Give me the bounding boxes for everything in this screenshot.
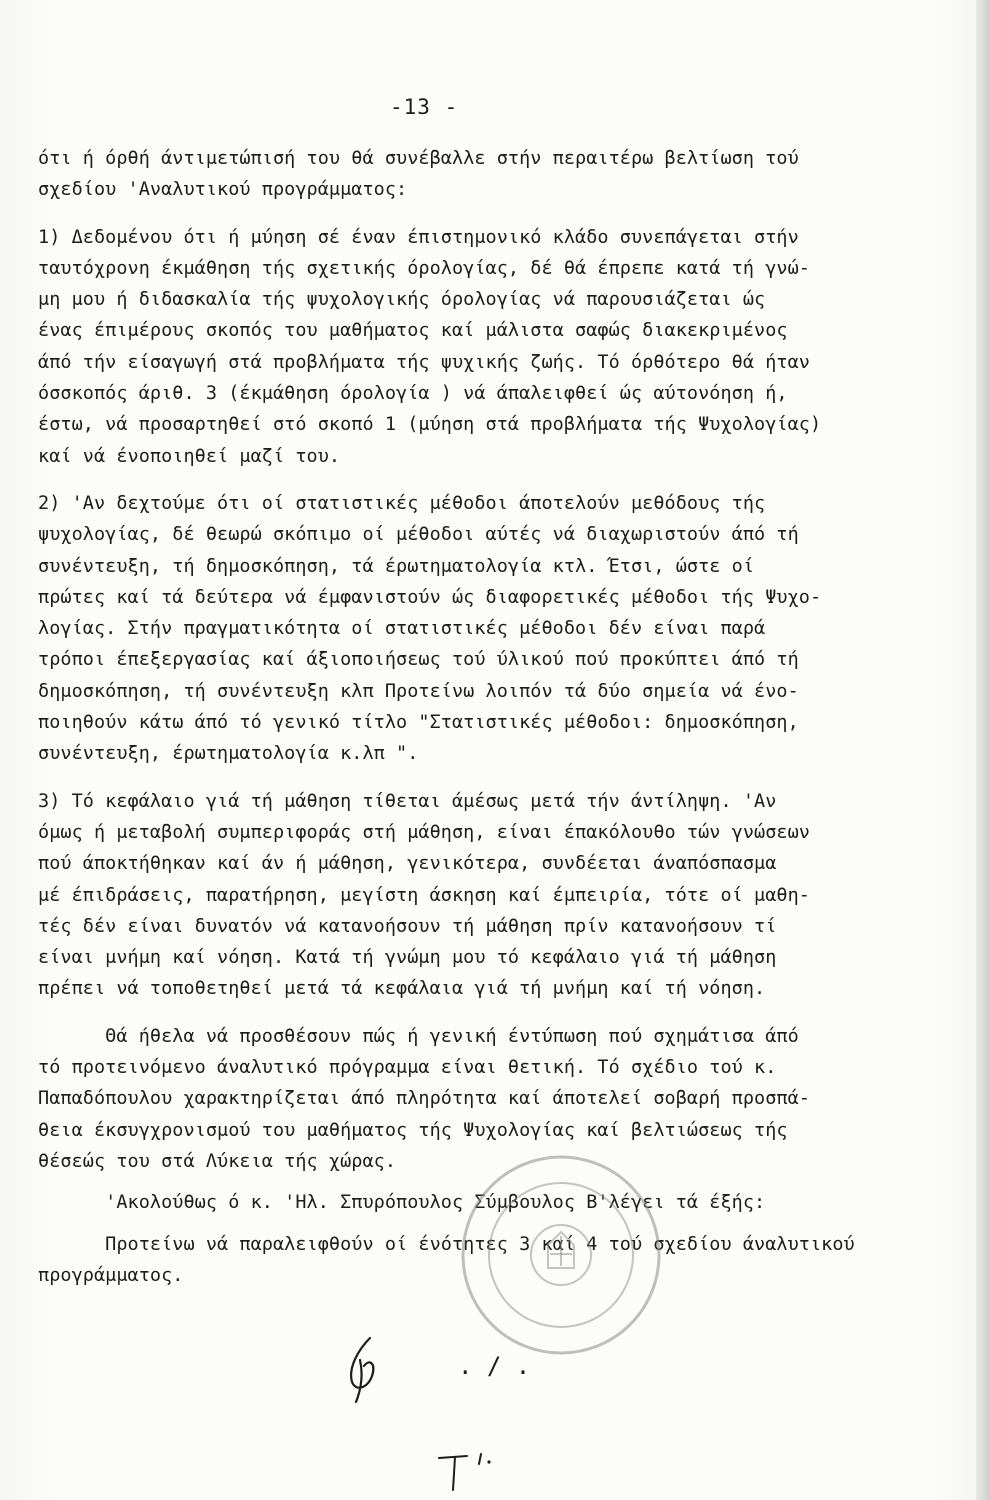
text-line: όσσκοπός άριθ. 3 (έκμάθηση όρολογία ) νά άπαλειφθεί ώς αύτονόηση ή, — [38, 383, 788, 405]
intro-paragraph — [38, 143, 958, 206]
text-line: όμως ή μεταβολή συμπεριφοράς στή μάθηση, είναι έπακόλουθο τών γνώσεων — [38, 821, 810, 843]
text-line: πού άποκτήθηκαν καί άν ή μάθηση, γενικότερα, συνδέεται άναπόσπασμα — [38, 853, 777, 875]
text-line: Παπαδόπουλου χαρακτηρίζεται άπό πληρότητα καί άποτελεί σοβαρή προσπά- — [38, 1088, 810, 1110]
text-line: 2) 'Αν δεχτούμε ότι οί στατιστικές μέθοδοι άποτελούν μεθόδους τής — [38, 492, 766, 514]
text-line: 3) Τό κεφάλαιο γιά τή μάθηση τίθεται άμέσως μετά τήν άντίληψη. 'Αν — [38, 790, 777, 812]
text-line: είναι μνήμη καί νόηση. Κατά τή γνώμη μου τό κεφάλαιο γιά τή μάθηση — [38, 947, 777, 969]
text-line: λογίας. Στήν πραγματικότητα οί στατιστικές μέθοδοι δέν είναι παρά — [38, 618, 766, 640]
page-number: -13 - — [390, 95, 459, 119]
text-line: τό προτεινόμενο άναλυτικό πρόγραμμα είναι θετική. Τό σχέδιο τού κ. — [38, 1057, 777, 1079]
text-line: ταυτόχρονη έκμάθηση τής σχετικής όρολογίας, δέ θά έπρεπε κατά τή γνώ- — [38, 257, 810, 279]
text-line: προγράμματος. — [38, 1264, 184, 1286]
text-line: ποιηθούν κάτω άπό τό γενικό τίτλο "Στατιστικές μέθοδοι: δημοσκόπηση, — [38, 712, 799, 734]
text-line: μέ έπιδράσεις, παρατήρηση, μεγίστη άσκηση καί έμπειρία, τότε οί μαθη- — [38, 884, 810, 906]
text-line: δημοσκόπηση, τή συνέντευξη κλπ Προτείνω λοιπόν τά δύο σημεία νά ένο- — [38, 680, 799, 702]
text-line: συνέντευξη, τή δημοσκόπηση, τά έρωτηματολογία κτλ. Έτσι, ώστε οί — [38, 555, 755, 577]
point-3-paragraph — [38, 786, 958, 1005]
text-line: 1) Δεδομένου ότι ή μύηση σέ έναν έπιστημονικό κλάδο συνεπάγεται στήν — [38, 226, 799, 248]
text-line: πρέπει νά τοποθετηθεί μετά τά κεφάλαια γιά τή μνήμη καί τή νόηση. — [38, 978, 766, 1000]
official-seal-stamp — [456, 1150, 666, 1360]
continuation-mark: . / . — [458, 1352, 531, 1380]
text-line: έστω, νά προσαρτηθεί στό σκοπό 1 (μύηση στά προβλήματα τής Ψυχολογίας) — [38, 414, 822, 436]
text-line: τές δέν είναι δυνατόν νά κατανοήσουν τή μάθηση πρίν κατανοήσουν τί — [38, 915, 777, 937]
text-line: ψυχολογίας, δέ θεωρώ σκόπιμο οί μέθοδοι αύτές νά διαχωριστούν άπό τή — [38, 524, 799, 546]
point-1-paragraph — [38, 222, 958, 472]
point-2-paragraph — [38, 488, 958, 770]
text-line: τρόποι έπεξεργασίας καί άξιοποιήσεως τού ύλικού πού προκύπτει άπό τή — [38, 649, 799, 671]
text-line: καί νά ένοποιηθεί μαζί του. — [38, 445, 341, 467]
text-line: Προτείνω νά παραλειφθούν οί ένότητες 3 καί 4 τού σχεδίου άναλυτικού — [38, 1233, 855, 1255]
document-body — [38, 143, 958, 1291]
speaker-line: 'Ακολούθως ό κ. 'Ηλ. Σπυρόπουλος Σύμβουλος Β'λέγει τά έξής: — [38, 1192, 766, 1214]
text-line: θεια έκσυγχρονισμού του μαθήματος τής Ψυχολογίας καί βελτιώσεως τής — [38, 1119, 788, 1141]
text-line: ότι ή όρθή άντιμετώπισή του θά συνέβαλλε στήν περαιτέρω βελτίωση τού — [38, 148, 799, 169]
page-edge-shadow — [976, 0, 990, 1500]
text-line: μη μου ή διδασκαλία τής ψυχολογικής όρολογίας νά παρουσιάζεται ώς — [38, 289, 766, 311]
text-line: ένας έπιμέρους σκοπός του μαθήματος καί μάλιστα σαφώς διακεκριμένος — [38, 320, 788, 342]
text-line: σχεδίου 'Αναλυτικού προγράμματος: — [38, 179, 408, 201]
text-line: θέσεώς του στά Λύκεια τής χώρας. — [38, 1150, 397, 1172]
text-line: πρώτες καί τά δεύτερα νά έμφανιστούν ώς διαφορετικές μέθοδοι τής Ψυχο- — [38, 586, 822, 608]
handwritten-mark — [425, 1450, 515, 1495]
handwritten-signature — [330, 1330, 400, 1405]
text-line: άπό τήν είσαγωγή στά προβλήματα τής ψυχικής ζωής. Τό όρθότερο θά ήταν — [38, 351, 810, 373]
text-line: συνέντευξη, έρωτηματολογία κ.λπ ". — [38, 743, 419, 765]
text-line: Θά ήθελα νά προσθέσουν πώς ή γενική έντύπωση πού σχημάτισα άπό — [38, 1025, 799, 1047]
